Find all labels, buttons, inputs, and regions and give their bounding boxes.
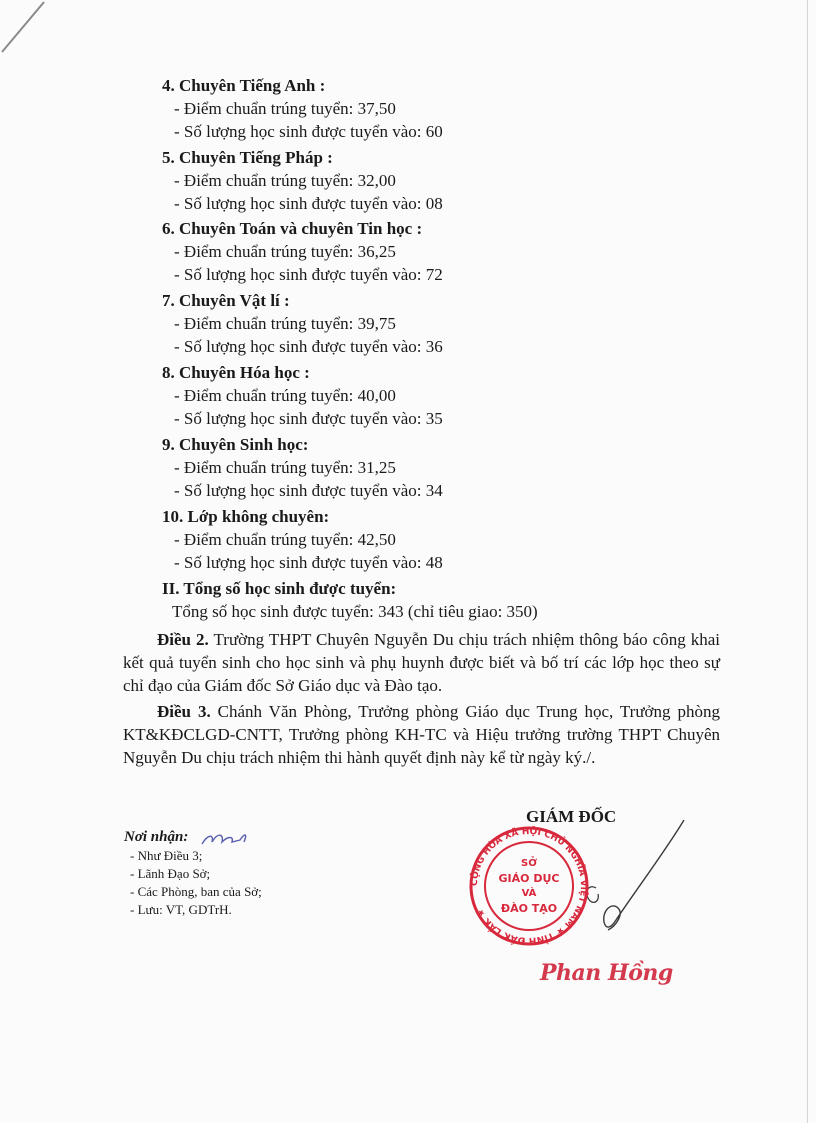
admitted-count: - Số lượng học sinh được tuyển vào: 34 bbox=[174, 481, 443, 500]
section-title: 8. Chuyên Hóa học : bbox=[162, 363, 310, 382]
cutoff-score: - Điểm chuẩn trúng tuyển: 32,00 bbox=[174, 171, 396, 190]
signer-position: GIÁM ĐỐC bbox=[526, 807, 617, 826]
section-title: 7. Chuyên Vật lí : bbox=[162, 291, 290, 310]
article-3 bbox=[123, 700, 720, 769]
section-biology bbox=[162, 434, 443, 502]
section-math-informatics bbox=[162, 218, 443, 286]
admitted-count: - Số lượng học sinh được tuyển vào: 36 bbox=[174, 337, 443, 356]
recipient-item: - Các Phòng, ban của Sở; bbox=[130, 884, 262, 899]
section-french bbox=[162, 147, 443, 215]
svg-text:VÀ: VÀ bbox=[521, 888, 537, 899]
signer-name: Phan Hồng bbox=[540, 960, 673, 986]
section-title: 4. Chuyên Tiếng Anh : bbox=[162, 76, 326, 95]
cutoff-score: - Điểm chuẩn trúng tuyển: 31,25 bbox=[174, 458, 396, 477]
svg-text:CỘNG HÒA XÃ HỘI CHỦ NGHĨA VIỆT: CỘNG HÒA XÃ HỘI CHỦ NGHĨA VIỆT NAM ★ TỈNH ĐẮK LẮK ★ bbox=[469, 826, 589, 946]
section-title: 5. Chuyên Tiếng Pháp : bbox=[162, 148, 333, 167]
section-chemistry bbox=[162, 362, 443, 430]
admitted-count: - Số lượng học sinh được tuyển vào: 35 bbox=[174, 409, 443, 428]
admitted-count: - Số lượng học sinh được tuyển vào: 60 bbox=[174, 122, 443, 141]
article-text: Trường THPT Chuyên Nguyễn Du chịu trách nhiệm thông báo công khai kết quả tuyển sinh cho học sinh và phụ huynh được biết và bố trí các lớp học theo sự chỉ đạo của Giám đốc Sở Giáo dục và Đào tạo. bbox=[123, 630, 721, 695]
admitted-count: - Số lượng học sinh được tuyển vào: 48 bbox=[174, 553, 443, 572]
section-title: 10. Lớp không chuyên: bbox=[162, 507, 330, 526]
page-corner-fold-mark bbox=[0, 0, 60, 60]
svg-text:SỞ: SỞ bbox=[521, 858, 537, 869]
cutoff-score: - Điểm chuẩn trúng tuyển: 42,50 bbox=[174, 530, 396, 549]
section-non-specialized bbox=[162, 506, 443, 574]
cutoff-score: - Điểm chuẩn trúng tuyển: 37,50 bbox=[174, 99, 396, 118]
recipients-heading: Nơi nhận: bbox=[124, 829, 189, 845]
cutoff-score: - Điểm chuẩn trúng tuyển: 36,25 bbox=[174, 242, 396, 261]
section-title: 6. Chuyên Toán và chuyên Tin học : bbox=[162, 219, 423, 238]
svg-text:GIÁO DỤC: GIÁO DỤC bbox=[498, 872, 560, 885]
article-text: Chánh Văn Phòng, Trưởng phòng Giáo dục Trung học, Trưởng phòng KT&KĐCLGD-CNTT, Trưởng phòng KH-TC và Hiệu trưởng trường THPT Chuyên Nguyễn Du chịu trách nhiệm thi hành quyết định này kể từ ngày ký./. bbox=[123, 702, 720, 767]
cutoff-score: - Điểm chuẩn trúng tuyển: 39,75 bbox=[174, 314, 396, 333]
admitted-count: - Số lượng học sinh được tuyển vào: 72 bbox=[174, 265, 443, 284]
total-text: Tổng số học sinh được tuyển: 343 (chỉ tiêu giao: 350) bbox=[172, 602, 538, 621]
admitted-count: - Số lượng học sinh được tuyển vào: 08 bbox=[174, 194, 443, 213]
article-2 bbox=[123, 628, 720, 697]
total-title: II. Tổng số học sinh được tuyển: bbox=[162, 579, 397, 598]
section-physics bbox=[162, 290, 443, 358]
handwritten-initial-mark bbox=[200, 828, 260, 850]
recipient-item: - Như Điều 3; bbox=[130, 848, 203, 863]
scan-edge-line bbox=[807, 0, 808, 1123]
article-label: Điều 2. bbox=[157, 630, 209, 649]
recipient-item: - Lãnh Đạo Sở; bbox=[130, 866, 211, 881]
svg-text:ĐÀO TẠO: ĐÀO TẠO bbox=[500, 902, 558, 915]
cutoff-score: - Điểm chuẩn trúng tuyển: 40,00 bbox=[174, 386, 396, 405]
section-total bbox=[162, 578, 538, 623]
article-label: Điều 3. bbox=[157, 702, 211, 721]
official-seal-image bbox=[454, 826, 604, 946]
section-english bbox=[162, 75, 443, 143]
section-title: 9. Chuyên Sinh học: bbox=[162, 435, 309, 454]
recipient-item: - Lưu: VT, GDTrH. bbox=[130, 902, 232, 917]
